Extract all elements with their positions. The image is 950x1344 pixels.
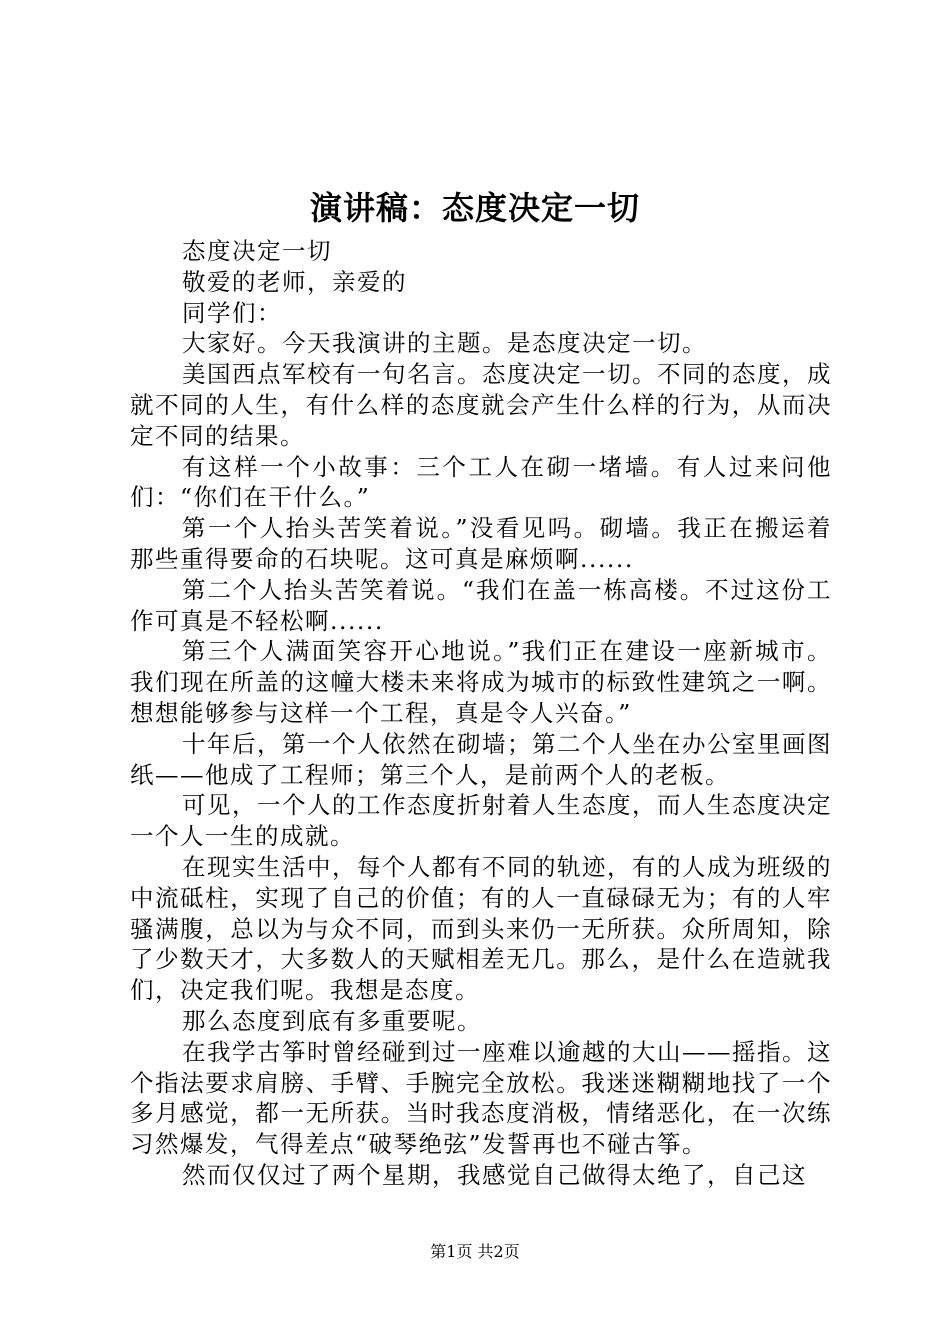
paragraph: 十年后，第一个人依然在砌墙；第二个人坐在办公室里画图纸——他成了工程师；第三个人，是前两个人的老板。 xyxy=(130,729,832,789)
paragraph: 敬爱的老师，亲爱的 xyxy=(182,267,407,296)
paragraph: 第一个人抬头苦笑着说。”没看见吗。砌墙。我正在搬运着那些重得要命的石块呢。这可真是麻烦啊...... xyxy=(130,514,832,573)
paragraph: 第三个人满面笑容开心地说。”我们正在建设一座新城市。我们现在所盖的这幢大楼未来将成为城市的标致性建筑之一啊。想想能够参与这样一个工程，真是令人兴奋。” xyxy=(130,637,832,727)
paragraph: 在我学古筝时曾经碰到过一座难以逾越的大山——摇指。这个指法要求肩膀、手臂、手腕完全放松。我迷迷糊糊地找了一个多月感觉，都一无所获。当时我态度消极，情绪恶化，在一次练习然爆发，气得差点“破琴绝弦”发誓再也不碰古筝。 xyxy=(130,1037,832,1159)
paragraph: 态度决定一切 xyxy=(182,237,332,265)
paragraph: 大家好。今天我演讲的主题。是态度决定一切。 xyxy=(182,329,707,358)
paragraph: 同学们： xyxy=(182,298,282,327)
paragraph: 可见，一个人的工作态度折射着人生态度，而人生态度决定一个人一生的成就。 xyxy=(130,791,832,851)
paragraph: 有这样一个小故事：三个工人在砌一堵墙。有人过来问他们：“你们在干什么。” xyxy=(130,452,832,512)
paragraph: 那么态度到底有多重要呢。 xyxy=(182,1006,482,1035)
paragraph: 美国西点军校有一句名言。态度决定一切。不同的态度，成就不同的人生，有什么样的态度就会产生什么样的行为，从而决定不同的结果。 xyxy=(130,360,832,450)
paragraph: 在现实生活中，每个人都有不同的轨迹，有的人成为班级的中流砥柱，实现了自己的价值；有的人一直碌碌无为；有的人牢骚满腹，总以为与众不同，而到头来仍一无所获。众所周知，除了少数天才，大多数人的天赋相差无几。那么，是什么在造就我们，决定我们呢。我想是态度。 xyxy=(130,852,832,1005)
paragraph: 第二个人抬头苦笑着说。“我们在盖一栋高楼。不过这份工作可真是不轻松啊...... xyxy=(130,575,832,635)
document-title: 演讲稿：态度决定一切 xyxy=(309,189,640,227)
paragraph: 然而仅仅过了两个星期，我感觉自己做得太绝了，自己这 xyxy=(182,1160,807,1189)
document-body xyxy=(130,236,832,1191)
page-footer: 第1页 共2页 xyxy=(430,1242,520,1261)
